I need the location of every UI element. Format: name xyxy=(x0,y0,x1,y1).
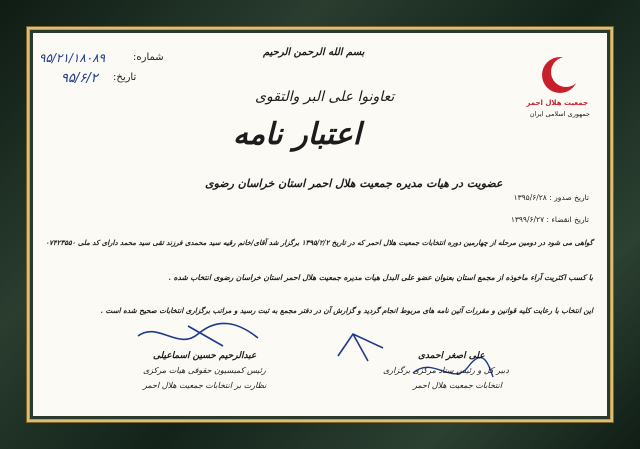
body-line-1: گواهی می شود در دومین مرحله از چهارمین دوره انتخابات جمعیت هلال احمر که در تاریخ ۱۳۹۵/۲/۲ برگزار شد آقای/خانم رقیه سید محمدی فرزند تقی سید محمد دارای کد ملی ۰۷۴۲۳۵۵۰ xyxy=(45,238,593,247)
certificate-paper xyxy=(33,33,607,416)
body-line-3: این انتخاب با رعایت کلیه قوانین و مقررات آئین نامه های مربوط انجام گردید و گزارش آن در دفتر مجمع به ثبت رسید و مراتب برگزاری انتخابات صحیح شده است . xyxy=(100,306,593,315)
red-crescent-logo xyxy=(528,55,592,125)
date-label: تاریخ: xyxy=(113,72,137,83)
left-signature xyxy=(128,316,288,356)
left-signer-org: نظارت بر انتخابات جمعیت هلال احمر xyxy=(143,381,267,390)
right-signer-name: علی اصغر احمدی xyxy=(418,351,485,361)
date-value: ۹۵/۶/۲ xyxy=(61,71,98,86)
left-signer-name: عبدالرحیم حسین اسماعیلی xyxy=(153,351,257,361)
center-signature xyxy=(333,326,393,366)
page-title: اعتبار نامه xyxy=(233,117,362,152)
bismillah: بسم الله الرحمن الرحیم xyxy=(263,47,365,58)
right-signer-org: انتخابات جمعیت هلال احمر xyxy=(413,381,502,390)
crescent-icon xyxy=(540,55,580,95)
logo-country: جمهوری اسلامی ایران xyxy=(529,110,590,118)
subtitle: عضویت در هیات مدیره جمعیت هلال احمر استان خراسان رضوی xyxy=(205,177,503,190)
issue-date: تاریخ صدور : ۱۳۹۵/۶/۲۸ xyxy=(513,193,589,202)
number-label: شماره: xyxy=(133,52,164,63)
left-signer-title: رئیس کمیسیون حقوقی هیات مرکزی xyxy=(143,366,266,375)
logo-org-name: جمعیت هلال احمر xyxy=(526,99,588,107)
expiry-date: تاریخ انقضاء : ۱۳۹۹/۶/۲۷ xyxy=(510,215,589,224)
body-line-2: با کسب اکثریت آراء ماخوذه از مجمع استان بعنوان عضو علی البدل هیات مدیره جمعیت هلال احمر استان خراسان رضوی انتخاب شده . xyxy=(168,273,593,282)
number-value: ۹۵/۲۱/۱۸۰۸۹ xyxy=(39,51,106,65)
verse: تعاونوا علی البر والتقوی xyxy=(255,89,395,105)
right-signer-title: دبیر کل و رئیس ستاد مرکزی برگزاری xyxy=(383,366,509,375)
